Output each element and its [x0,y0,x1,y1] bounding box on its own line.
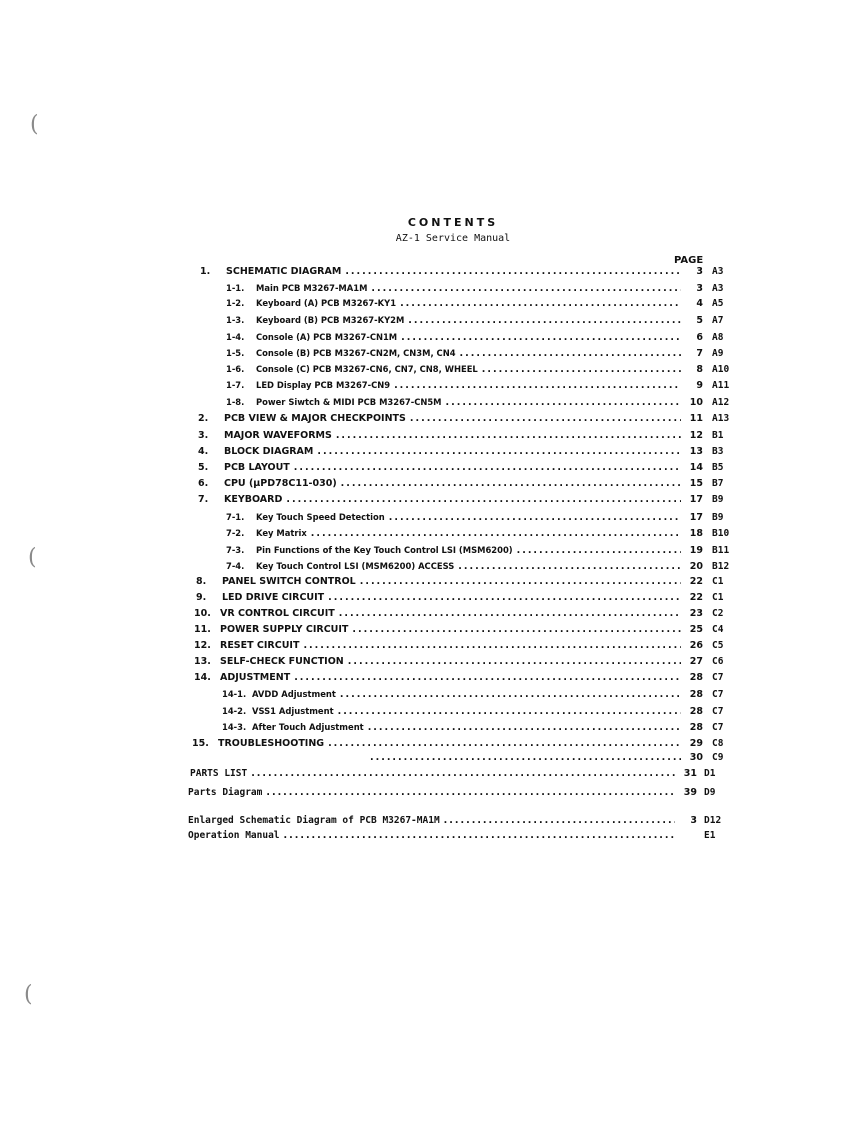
appendix-entry-page: 31 [683,768,697,779]
toc-entry-page: 22 [689,592,703,603]
toc-entry-number: 5. [198,462,209,473]
toc-entry[interactable] [226,397,730,411]
toc-entry-page: 7 [696,348,703,359]
toc-entry[interactable] [200,266,724,280]
toc-entry-title: SELF-CHECK FUNCTION [220,656,344,667]
toc-entry-ref: B9 [712,494,724,505]
toc-entry[interactable] [222,722,724,736]
toc-entry-title: TROUBLESHOOTING [218,738,325,749]
toc-leader-dots [360,576,681,587]
toc-entry-number: 14-3. [222,722,247,732]
toc-entry-ref: A12 [712,397,730,408]
toc-entry-title: Power Siwtch & MIDI PCB M3267-CN5M [256,397,442,407]
contents-title: CONTENTS [407,216,499,229]
toc-entry-title: POWER SUPPLY CIRCUIT [220,624,349,635]
toc-leader-dots [408,315,681,326]
toc-leader-dots [394,380,681,391]
toc-entry-ref: B1 [712,430,724,441]
toc-entry[interactable] [198,462,724,476]
toc-leader-dots [251,768,675,779]
toc-leader-dots [348,656,681,667]
toc-entry-title: Console (A) PCB M3267-CN1M [256,332,398,342]
toc-entry-title: Key Touch Speed Detection [256,512,385,522]
toc-entry-ref: B9 [712,512,724,523]
toc-leader-dots [341,478,681,489]
toc-leader-dots [317,446,681,457]
appendix-entry-page: 39 [683,787,697,798]
toc-leader-dots [458,561,681,572]
toc-entry-ref: B10 [712,528,730,539]
toc-entry-page: 18 [689,528,703,539]
toc-entry-number: 15. [192,738,209,749]
margin-mark: ( [24,982,33,1007]
toc-entry[interactable] [226,364,730,378]
toc-entry-title: SCHEMATIC DIAGRAM [226,266,342,277]
margin-mark: ( [28,545,37,570]
toc-entry-ref: C7 [712,689,724,700]
toc-entry-number: 14. [194,672,211,683]
toc-entry-page: 19 [689,545,703,556]
page-column-label: PAGE [674,255,704,266]
toc-entry-page: 28 [689,672,703,683]
toc-leader-dots [338,706,681,717]
toc-entry-title: BLOCK DIAGRAM [224,446,314,457]
toc-entry-number: 7-2. [226,528,245,538]
toc-entry-number: 1-1. [226,283,245,293]
toc-entry-title: AVDD Adjustment [252,689,336,699]
toc-entry-ref: A8 [712,332,724,343]
toc-entry[interactable] [194,608,724,622]
toc-entry[interactable] [198,430,724,444]
toc-leader-dots [311,528,681,539]
toc-entry-number: 10. [194,608,211,619]
toc-entry-title: PANEL SWITCH CONTROL [222,576,356,587]
toc-entry[interactable] [226,332,724,346]
appendix-entry[interactable] [188,787,716,801]
toc-leader-dots [328,738,681,749]
toc-leader-dots [446,397,681,408]
toc-entry[interactable] [226,561,730,575]
toc-entry-ref: C4 [712,624,724,635]
toc-entry-ref: A13 [712,413,730,424]
toc-entry-ref: C7 [712,722,724,733]
toc-entry-title: PCB LAYOUT [224,462,290,473]
toc-leader-dots [339,608,681,619]
toc-leader-dots [444,815,675,826]
toc-entry-ref: B12 [712,561,730,572]
toc-leader-dots [284,830,675,841]
toc-entry-number: 8. [196,576,207,587]
toc-entry-page: 11 [689,413,703,424]
toc-entry[interactable] [340,752,724,766]
toc-entry-number: 1. [200,266,211,277]
toc-entry-title: Console (B) PCB M3267-CN2M, CN3M, CN4 [256,348,456,358]
toc-entry-number: 2. [198,413,209,424]
toc-entry-page: 8 [696,364,703,375]
appendix-entry-title: PARTS LIST [190,768,248,779]
toc-entry-page: 26 [689,640,703,651]
toc-entry[interactable] [194,624,724,638]
toc-entry[interactable] [226,380,730,394]
toc-entry-title: Pin Functions of the Key Touch Control LSI (MSM6200) [256,545,513,555]
toc-entry-ref: C7 [712,706,724,717]
toc-entry-title: RESET CIRCUIT [220,640,300,651]
toc-entry-page: 3 [696,283,703,294]
appendix-entry-ref: E1 [704,830,716,841]
toc-entry-ref: C9 [712,752,724,763]
toc-entry-number: 7. [198,494,209,505]
toc-entry-page: 3 [696,266,703,277]
toc-entry[interactable] [226,298,724,312]
toc-entry-number: 1-2. [226,298,245,308]
toc-leader-dots [328,592,681,603]
toc-leader-dots [336,430,681,441]
toc-leader-dots [352,624,681,635]
toc-entry-ref: B7 [712,478,724,489]
toc-entry-page: 20 [689,561,703,572]
toc-leader-dots [482,364,681,375]
toc-entry-ref: B5 [712,462,724,473]
toc-entry-number: 11. [194,624,211,635]
toc-entry[interactable] [226,315,724,329]
toc-entry-number: 9. [196,592,207,603]
toc-entry-page: 28 [689,722,703,733]
toc-entry-number: 12. [194,640,211,651]
toc-entry-page: 30 [689,752,703,763]
toc-entry-number: 1-6. [226,364,245,374]
appendix-entry-title: Enlarged Schematic Diagram of PCB M3267-MA1M [188,815,440,826]
toc-leader-dots [371,283,681,294]
toc-entry[interactable] [226,348,724,362]
toc-entry-ref: A5 [712,298,724,309]
toc-entry[interactable] [194,640,724,654]
toc-leader-dots [294,672,681,683]
appendix-entry-ref: D1 [704,768,716,779]
toc-entry-title: MAJOR WAVEFORMS [224,430,332,441]
toc-entry-number: 7-1. [226,512,245,522]
toc-entry-page: 15 [689,478,703,489]
toc-leader-dots [370,752,681,763]
toc-leader-dots [345,266,681,277]
toc-entry-page: 6 [696,332,703,343]
toc-entry-title: Keyboard (A) PCB M3267-KY1 [256,298,397,308]
appendix-entry[interactable] [188,830,716,844]
toc-leader-dots [410,413,681,424]
toc-entry-ref: B3 [712,446,724,457]
toc-entry-page: 28 [689,689,703,700]
toc-entry-number: 4. [198,446,209,457]
toc-entry-ref: C6 [712,656,724,667]
toc-entry-title: LED Display PCB M3267-CN9 [256,380,391,390]
toc-entry[interactable] [222,706,724,720]
toc-entry[interactable] [226,283,724,297]
toc-entry-number: 1-3. [226,315,245,325]
toc-leader-dots [266,787,675,798]
margin-mark: ( [30,112,39,137]
appendix-entry-ref: D9 [704,787,716,798]
toc-leader-dots [460,348,681,359]
toc-entry-number: 1-5. [226,348,245,358]
toc-entry-page: 22 [689,576,703,587]
toc-entry[interactable] [222,689,724,703]
toc-entry[interactable] [226,528,730,542]
toc-entry-ref: C8 [712,738,724,749]
toc-leader-dots [294,462,681,473]
toc-entry-ref: A3 [712,283,724,294]
appendix-entry[interactable] [188,815,722,829]
toc-entry[interactable] [198,478,724,492]
toc-entry-title: ADJUSTMENT [220,672,291,683]
toc-entry[interactable] [226,545,730,559]
toc-entry-page: 5 [696,315,703,326]
toc-entry[interactable] [194,656,724,670]
toc-entry-title: Key Touch Control LSI (MSM6200) ACCESS [256,561,455,571]
toc-entry[interactable] [194,672,724,686]
toc-entry-page: 17 [689,512,703,523]
toc-leader-dots [400,298,681,309]
toc-leader-dots [389,512,681,523]
toc-entry-number: 3. [198,430,209,441]
toc-entry-title: LED DRIVE CIRCUIT [222,592,325,603]
toc-entry[interactable] [198,413,730,427]
appendix-entry-page: 3 [690,815,697,826]
toc-entry-ref: C1 [712,576,724,587]
toc-leader-dots [286,494,681,505]
appendix-entry-ref: D12 [704,815,722,826]
toc-entry-title: VR CONTROL CIRCUIT [220,608,335,619]
toc-entry-number: 6. [198,478,209,489]
toc-entry-number: 14-2. [222,706,247,716]
toc-entry-title: Console (C) PCB M3267-CN6, CN7, CN8, WHEEL [256,364,478,374]
toc-entry-page: 28 [689,706,703,717]
toc-entry-ref: C1 [712,592,724,603]
toc-entry-ref: B11 [712,545,730,556]
toc-entry-page: 12 [689,430,703,441]
toc-leader-dots [303,640,681,651]
toc-entry-number: 7-3. [226,545,245,555]
toc-entry-title: PCB VIEW & MAJOR CHECKPOINTS [224,413,406,424]
contents-subtitle: AZ-1 Service Manual [395,233,511,244]
toc-entry-number: 1-8. [226,397,245,407]
toc-entry-page: 9 [696,380,703,391]
appendix-entry-title: Operation Manual [188,830,280,841]
toc-entry-page: 23 [689,608,703,619]
toc-entry[interactable] [196,576,724,590]
toc-entry[interactable] [226,512,724,526]
toc-entry-ref: C2 [712,608,724,619]
toc-entry-ref: A7 [712,315,724,326]
toc-entry-title: Main PCB M3267-MA1M [256,283,368,293]
toc-entry-ref: C5 [712,640,724,651]
toc-leader-dots [517,545,681,556]
toc-entry[interactable] [198,494,724,508]
toc-entry-ref: A11 [712,380,730,391]
toc-entry-number: 14-1. [222,689,247,699]
toc-entry-title: After Touch Adjustment [252,722,364,732]
toc-entry-number: 1-7. [226,380,245,390]
toc-entry[interactable] [192,738,724,752]
toc-leader-dots [368,722,681,733]
toc-entry-title: KEYBOARD [224,494,283,505]
toc-leader-dots [401,332,681,343]
toc-entry-ref: A10 [712,364,730,375]
toc-entry-page: 10 [689,397,703,408]
appendix-entry[interactable] [190,768,716,782]
toc-entry[interactable] [198,446,724,460]
toc-entry-page: 27 [689,656,703,667]
toc-entry-title: Keyboard (B) PCB M3267-KY2M [256,315,405,325]
toc-entry-page: 29 [689,738,703,749]
toc-entry-number: 7-4. [226,561,245,571]
toc-entry-title: Key Matrix [256,528,307,538]
toc-entry-page: 13 [689,446,703,457]
toc-entry-ref: A3 [712,266,724,277]
toc-entry-page: 4 [696,298,703,309]
toc-entry[interactable] [196,592,724,606]
toc-entry-page: 14 [689,462,703,473]
toc-entry-page: 17 [689,494,703,505]
toc-entry-title: CPU (µPD78C11-030) [224,478,337,489]
toc-entry-ref: A9 [712,348,724,359]
toc-entry-number: 1-4. [226,332,245,342]
toc-entry-title: VSS1 Adjustment [252,706,334,716]
toc-entry-ref: C7 [712,672,724,683]
toc-entry-page: 25 [689,624,703,635]
toc-entry-number: 13. [194,656,211,667]
appendix-entry-title: Parts Diagram [188,787,263,798]
toc-leader-dots [340,689,681,700]
